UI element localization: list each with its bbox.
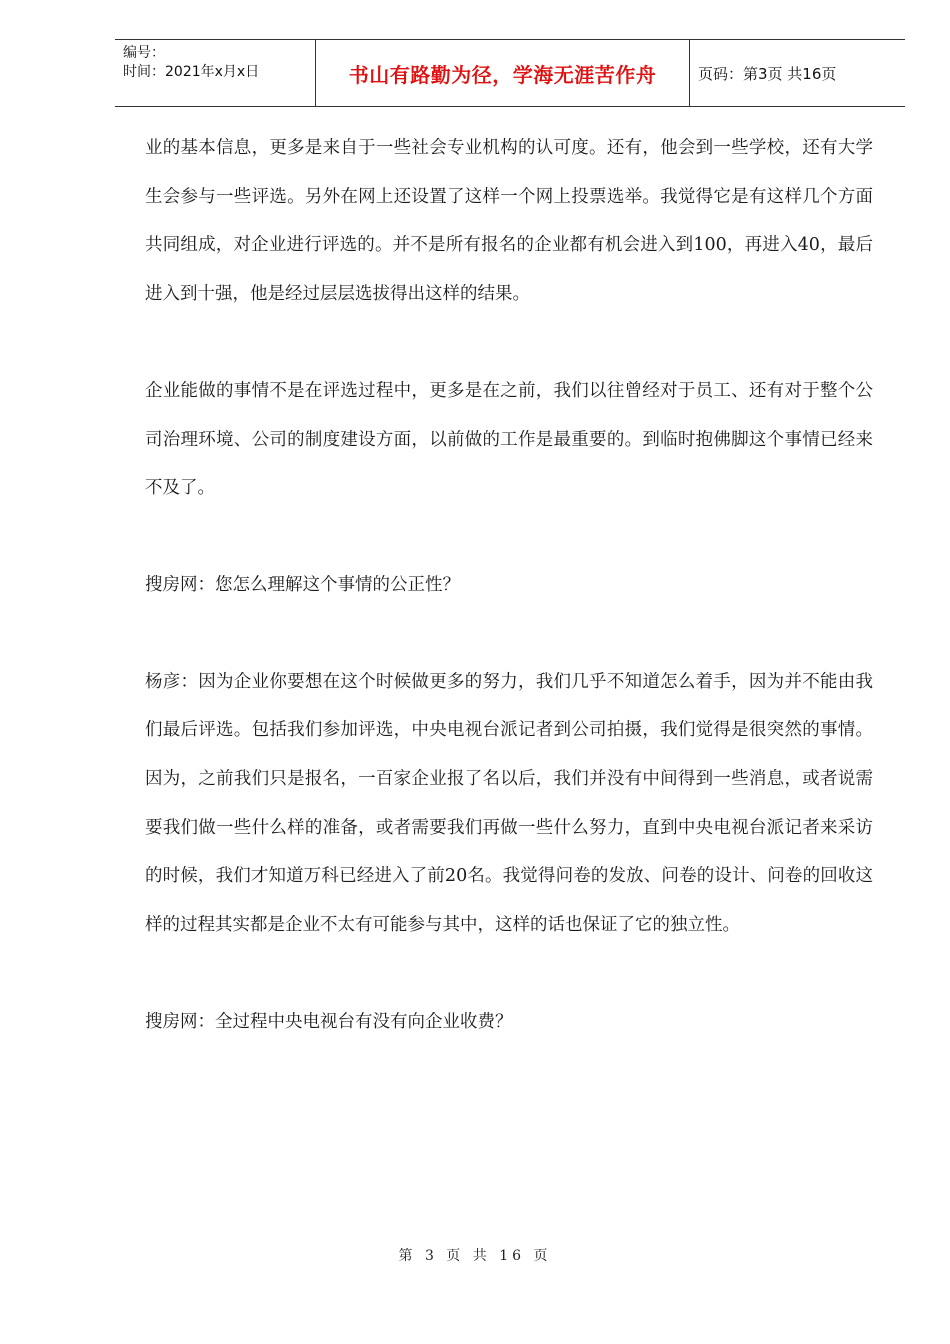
serial-number-label: 编号：	[123, 45, 165, 61]
document-body	[145, 124, 873, 1047]
header-meta-cell	[115, 40, 316, 106]
paragraph-2: 企业能做的事情不是在评选过程中，更多是在之前，我们以往曾经对于员工、还有对于整个公司治理环境、公司的制度建设方面，以前做的工作是最重要的。到临时抱佛脚这个事情已经来不及了。	[145, 380, 873, 499]
paragraph-3-question: 搜房网：您怎么理解这个事情的公正性？	[145, 574, 460, 595]
paragraph-5-question: 搜房网：全过程中央电视台有没有向企业收费？	[145, 1011, 513, 1032]
paragraph-1: 业的基本信息，更多是来自于一些社会专业机构的认可度。还有，他会到一些学校，还有大学生会参与一些评选。另外在网上还设置了这样一个网上投票选举。我觉得它是有这样几个方面共同组成，对企业进行评选的。并不是所有报名的企业都有机会进入到100，再进入40，最后进入到十强，他是经过层层选拔得出这样的结果。	[145, 138, 873, 305]
document-header	[115, 39, 905, 107]
header-motto: 书山有路勤为径，学海无涯苦作舟	[316, 40, 690, 106]
date-label: 时间：2021年x月x日	[123, 64, 260, 80]
paragraph-4-answer: 杨彦：因为企业你要想在这个时候做更多的努力，我们几乎不知道怎么着手，因为并不能由我们最后评选。包括我们参加评选，中央电视台派记者到公司拍摄，我们觉得是很突然的事情。因为，之前我们只是报名，一百家企业报了名以后，我们并没有中间得到一些消息，或者说需要我们做一些什么样的准备，或者需要我们再做一些什么努力，直到中央电视台派记者来采访的时候，我们才知道万科已经进入了前20名。我觉得问卷的发放、问卷的设计、问卷的回收这样的过程其实都是企业不太有可能参与其中，这样的话也保证了它的独立性。	[145, 671, 873, 936]
page-footer: 第 3 页 共 16 页	[398, 1248, 552, 1264]
header-page-info: 页码：第3页 共16页	[698, 64, 837, 83]
